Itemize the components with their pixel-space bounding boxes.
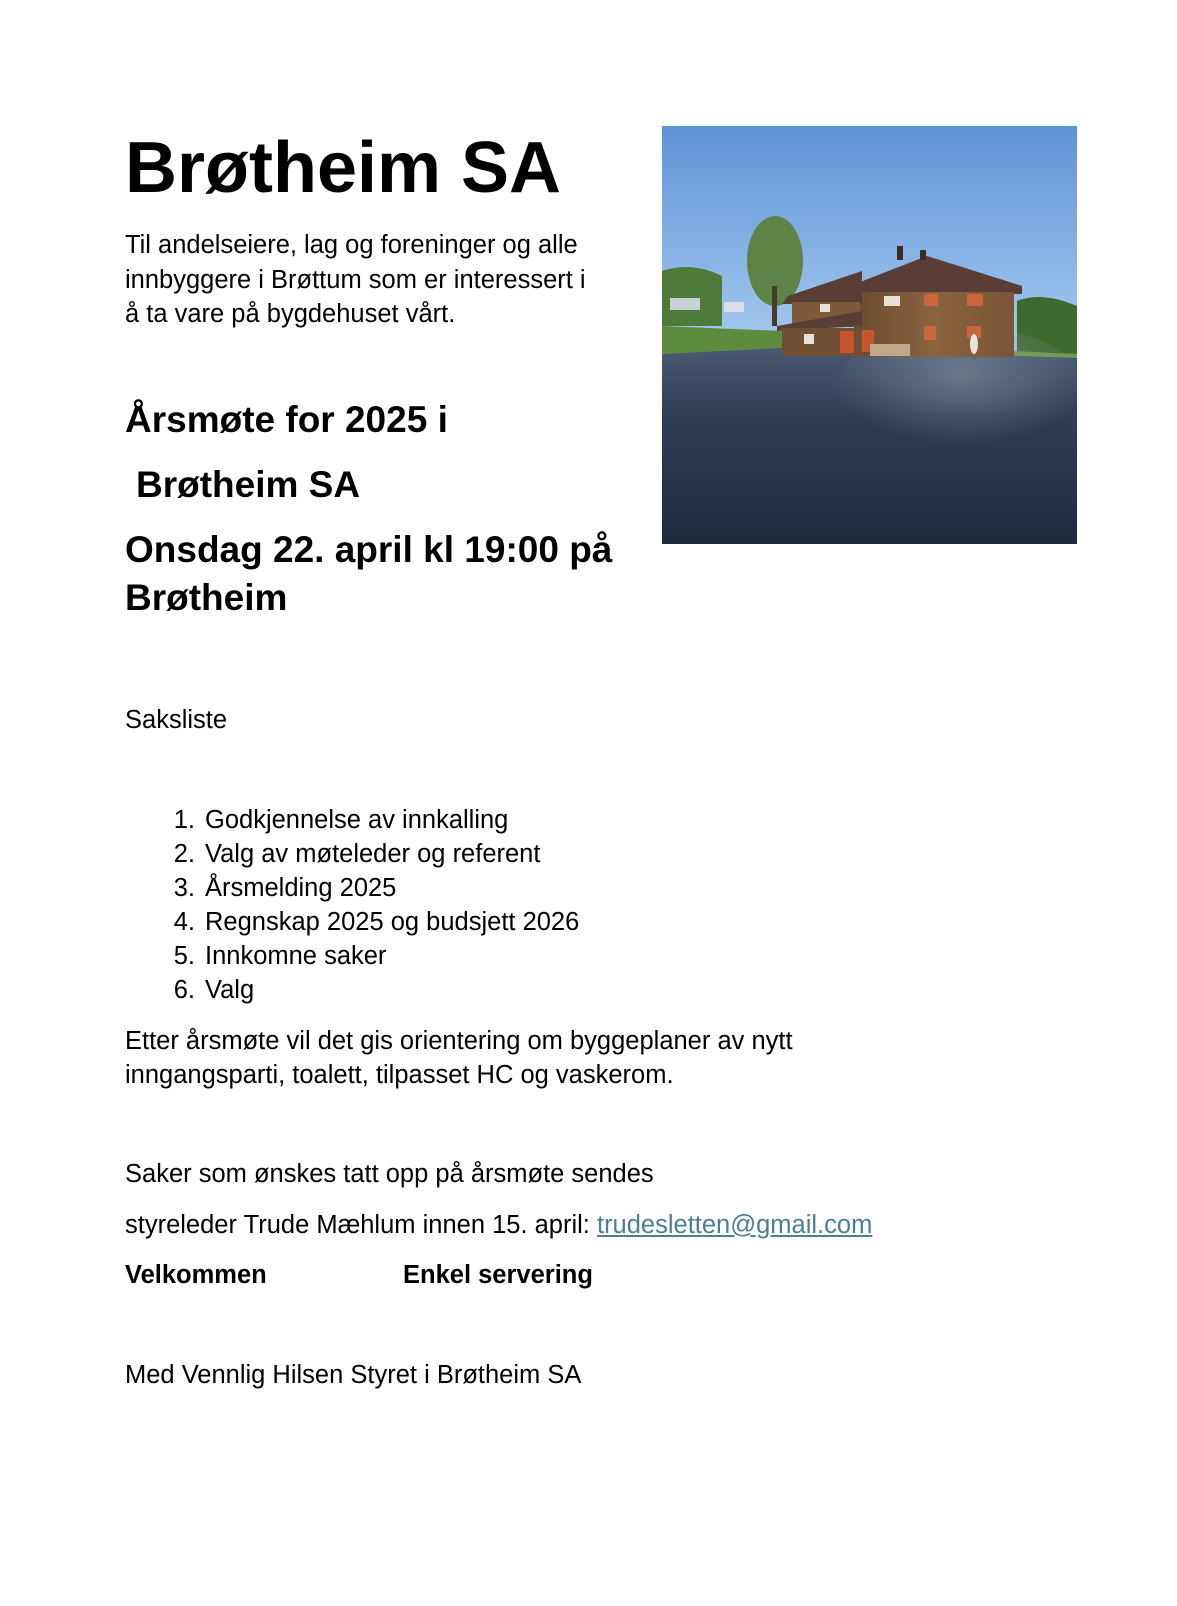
intro-line: innbyggere i Brøttum som er interessert i (125, 265, 586, 294)
submission-line: Saker som ønskes tatt opp på årsmøte sendes (125, 1160, 654, 1188)
list-number: 3. (173, 874, 195, 902)
submission-contact-line (125, 1208, 872, 1242)
list-item-text: Valg (205, 976, 255, 1004)
after-meeting-line: inngangsparti, toalett, tilpasset HC og vaskerom. (125, 1061, 674, 1089)
list-item-text: Regnskap 2025 og budsjett 2026 (205, 908, 580, 936)
intro-line: å ta vare på bygdehuset vårt. (125, 300, 456, 328)
agenda-title: Saksliste (125, 706, 228, 734)
list-item-text: Godkjennelse av innkalling (205, 806, 509, 834)
list-item (125, 837, 579, 871)
meeting-location-line: Brøtheim (125, 577, 288, 618)
document-title: Brøtheim SA (125, 128, 562, 208)
meeting-heading-line: Brøtheim SA (136, 464, 361, 505)
list-item (125, 973, 579, 1007)
list-item (125, 939, 579, 973)
meeting-date-line: Onsdag 22. april kl 19:00 på (125, 529, 613, 570)
list-number: 4. (173, 908, 195, 936)
welcome-text: Velkommen (125, 1261, 267, 1289)
list-number: 5. (173, 942, 195, 970)
email-link[interactable]: trudesletten@gmail.com (596, 1211, 873, 1239)
agenda-list (125, 803, 579, 1007)
list-item (125, 905, 579, 939)
list-item-text: Innkomne saker (205, 942, 387, 970)
meeting-heading-line: Årsmøte for 2025 i (125, 399, 448, 440)
list-item (125, 871, 579, 905)
list-number: 2. (173, 840, 195, 868)
closing-signature: Med Vennlig Hilsen Styret i Brøtheim SA (125, 1361, 582, 1389)
list-item (125, 803, 579, 837)
building-photo (662, 126, 1077, 544)
submission-contact-text: styreleder Trude Mæhlum innen 15. april: (125, 1211, 597, 1239)
list-item-text: Årsmelding 2025 (205, 874, 397, 902)
intro-line: Til andelseiere, lag og foreninger og alle (125, 231, 578, 259)
intro-paragraph (125, 228, 645, 332)
list-item-text: Valg av møteleder og referent (205, 840, 541, 868)
serving-text: Enkel servering (403, 1261, 593, 1289)
list-number: 1. (173, 806, 195, 834)
after-meeting-line: Etter årsmøte vil det gis orientering om byggeplaner av nytt (125, 1027, 793, 1055)
list-number: 6. (173, 976, 195, 1004)
